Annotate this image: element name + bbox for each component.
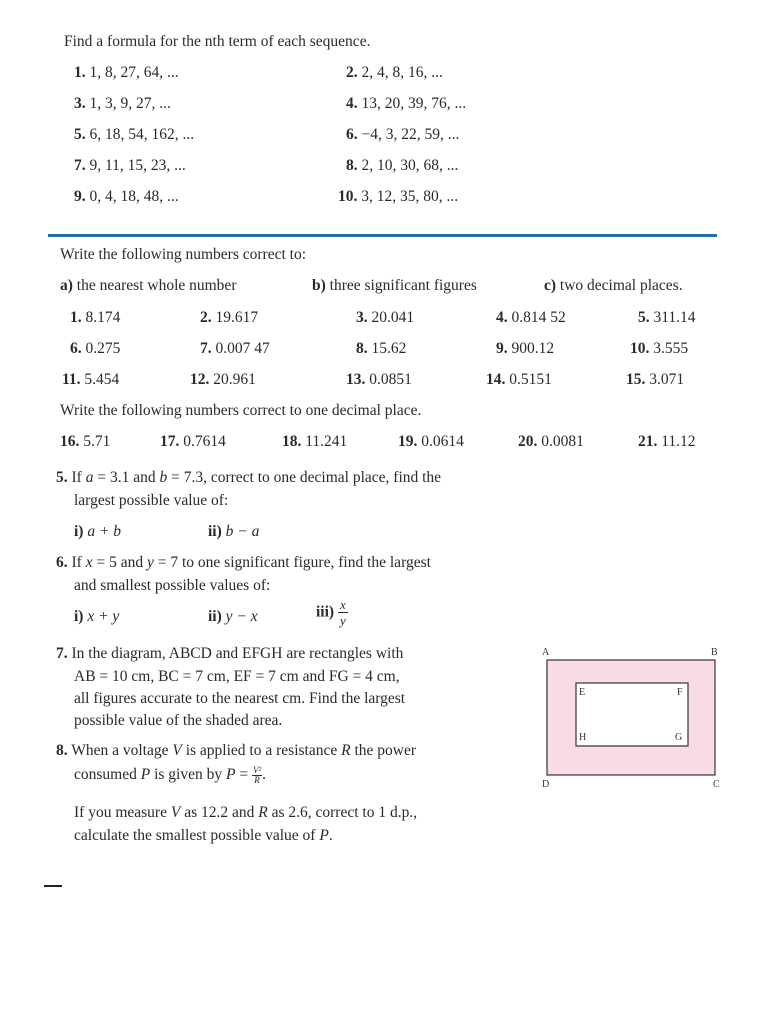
- q5-line1: 5. If a = 3.1 and b = 7.3, correct to one decimal place, find the: [56, 469, 442, 486]
- q6-part-iii: iii) $\frac{x}{y}$: [316, 597, 346, 628]
- label-f: F: [677, 687, 683, 698]
- list-item: 3. 20.041: [356, 309, 415, 326]
- q5-part-ii: ii) b − a: [208, 523, 260, 540]
- q6-part-i: i) x + y: [74, 608, 120, 625]
- q7-line3: all figures accurate to the nearest cm. Find the largest: [74, 690, 406, 707]
- q6-line1: 6. If x = 5 and y = 7 to one significant figure, find the largest: [56, 554, 431, 571]
- label-e: E: [579, 687, 586, 698]
- option-b: b) three significant figures: [312, 277, 477, 294]
- section-divider: [48, 234, 717, 237]
- list-item: 17. 0.7614: [160, 433, 226, 450]
- list-item: 1. 1, 8, 27, 64, ...: [74, 64, 179, 81]
- list-item: 5. 311.14: [638, 309, 696, 326]
- rectangles-diagram: [530, 640, 730, 790]
- list-item: 6. 0.275: [70, 340, 121, 357]
- list-item: 9. 0, 4, 18, 48, ...: [74, 188, 179, 205]
- list-item: 20. 0.0081: [518, 433, 584, 450]
- list-item: 9. 900.12: [496, 340, 555, 357]
- list-item: 16. 5.71: [60, 433, 111, 450]
- list-item: 18. 11.241: [282, 433, 348, 450]
- q5-line2: largest possible value of:: [74, 492, 229, 509]
- list-item: 13. 0.0851: [346, 371, 412, 388]
- list-item: 1. 8.174: [70, 309, 121, 326]
- q7-line4: possible value of the shaded area.: [74, 712, 283, 729]
- q8-line1: 8. When a voltage V is applied to a resistance R the power: [56, 742, 416, 759]
- list-item: 4. 13, 20, 39, 76, ...: [346, 95, 467, 112]
- q5-part-i: i) a + b: [74, 523, 122, 540]
- q7-line2: AB = 10 cm, BC = 7 cm, EF = 7 cm and FG = 4 cm,: [74, 668, 400, 685]
- q8-line2: consumed P is given by P = $\frac{\text{V²}}{R}$ .: [74, 765, 267, 785]
- section2-instruction: Write the following numbers correct to:: [60, 246, 307, 263]
- formula-fraction: $\frac{\text{V²}}{R}$: [252, 765, 262, 785]
- q6-part-ii: ii) y − x: [208, 608, 258, 625]
- list-item: 11. 5.454: [62, 371, 120, 388]
- list-item: 2. 2, 4, 8, 16, ...: [346, 64, 443, 81]
- inner-rectangle-efgh: [576, 683, 688, 746]
- label-h: H: [579, 732, 587, 743]
- section2-instruction2: Write the following numbers correct to one decimal place.: [60, 402, 422, 419]
- list-item: 4. 0.814 52: [496, 309, 566, 326]
- option-c: c) two decimal places.: [544, 277, 683, 294]
- list-item: 7. 9, 11, 15, 23, ...: [74, 157, 186, 174]
- list-item: 10. 3, 12, 35, 80, ...: [338, 188, 459, 205]
- list-item: 14. 0.5151: [486, 371, 552, 388]
- list-item: 8. 2, 10, 30, 68, ...: [346, 157, 459, 174]
- page-margin-mark: [44, 885, 62, 887]
- list-item: 5. 6, 18, 54, 162, ...: [74, 126, 195, 143]
- label-c: C: [713, 779, 720, 790]
- option-a: a) the nearest whole number: [60, 277, 237, 294]
- label-g: G: [675, 732, 683, 743]
- label-b: B: [711, 647, 718, 658]
- list-item: 3. 1, 3, 9, 27, ...: [74, 95, 171, 112]
- list-item: 2. 19.617: [200, 309, 259, 326]
- list-item: 10. 3.555: [630, 340, 689, 357]
- list-item: 6. −4, 3, 22, 59, ...: [346, 126, 460, 143]
- q6-line2: and smallest possible values of:: [74, 577, 271, 594]
- list-item: 12. 20.961: [190, 371, 256, 388]
- section1-instruction: Find a formula for the nth term of each sequence.: [64, 33, 371, 50]
- list-item: 19. 0.0614: [398, 433, 464, 450]
- q8-line4: calculate the smallest possible value of P.: [74, 827, 333, 844]
- q7-line1: 7. In the diagram, ABCD and EFGH are rectangles with: [56, 645, 404, 662]
- fraction-x-over-y: $\frac{x}{y}$: [339, 597, 346, 628]
- label-a: A: [542, 647, 550, 658]
- list-item: 15. 3.071: [626, 371, 685, 388]
- q8-line3: If you measure V as 12.2 and R as 2.6, correct to 1 d.p.,: [74, 804, 418, 821]
- list-item: 7. 0.007 47: [200, 340, 270, 357]
- list-item: 8. 15.62: [356, 340, 407, 357]
- list-item: 21. 11.12: [638, 433, 696, 450]
- label-d: D: [542, 779, 550, 790]
